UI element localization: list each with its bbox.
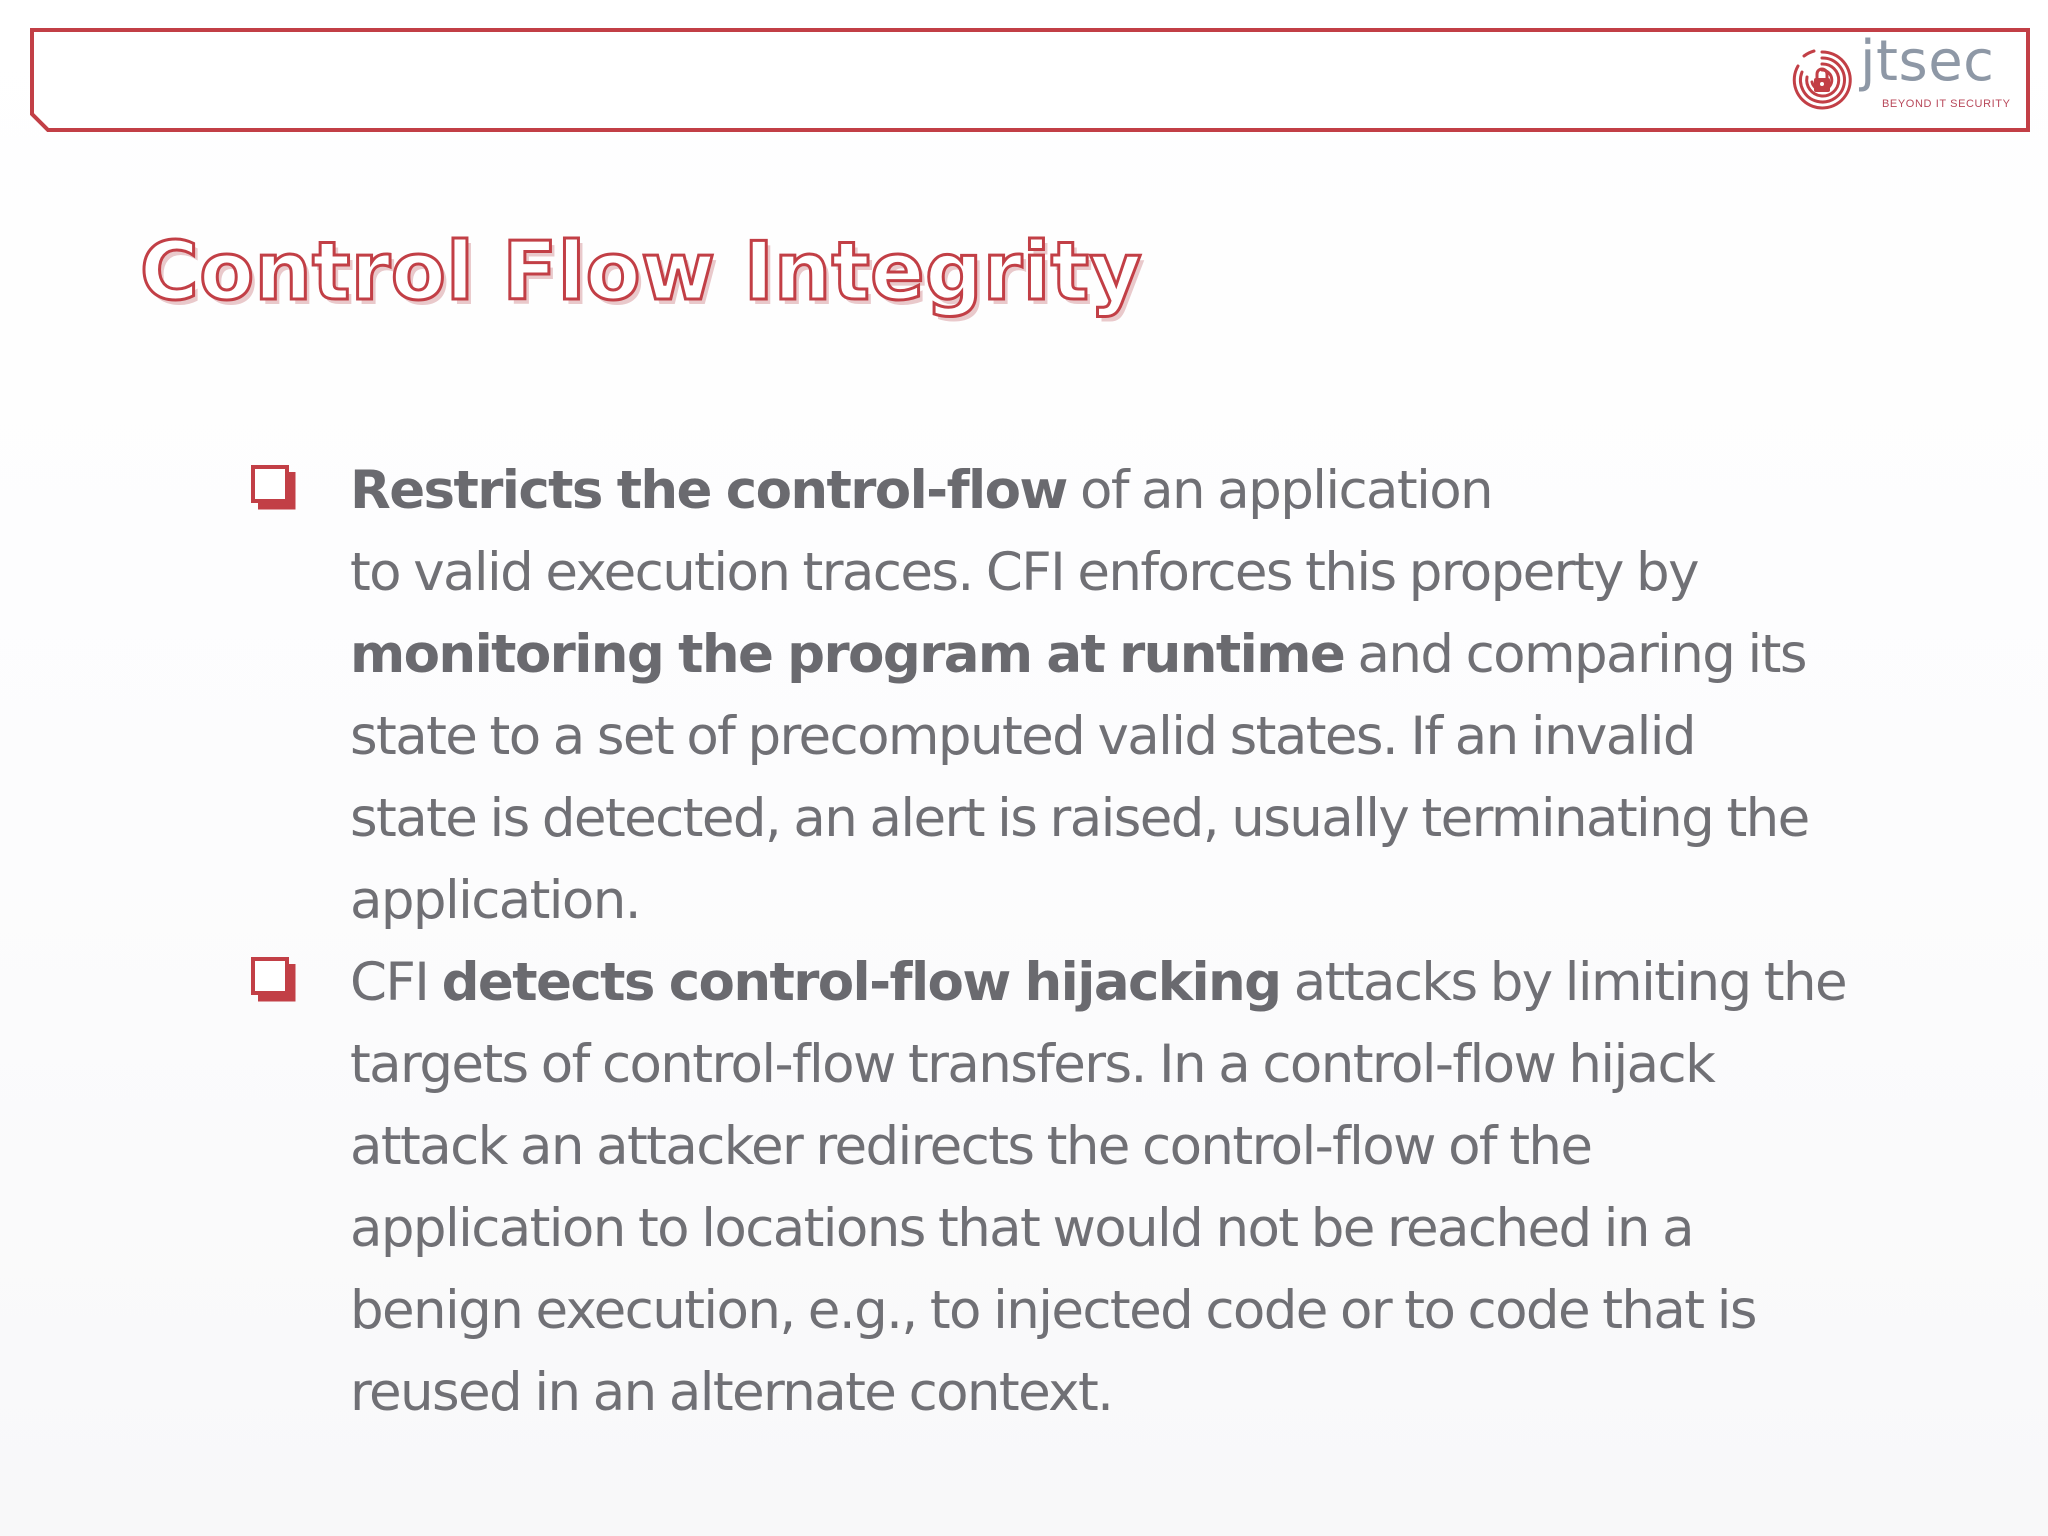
bullet-line <box>350 1352 2030 1434</box>
bullet-line <box>350 450 2030 532</box>
bullet-line <box>350 778 2030 860</box>
header-frame-shape <box>30 28 2030 132</box>
logo-wordmark: jtsec <box>1860 29 1995 94</box>
body-text: targets of control-flow transfers. In a control-flow hijack <box>350 1034 1715 1095</box>
bullet-list <box>250 450 2030 1434</box>
bullet-line <box>350 696 2030 778</box>
bullet-item <box>250 942 2030 1434</box>
body-text: state is detected, an alert is raised, usually terminating the <box>350 788 1809 849</box>
checkbox-icon <box>250 464 296 510</box>
body-text: CFI <box>350 952 442 1013</box>
bullet-line <box>350 1024 2030 1106</box>
slide-title: Control Flow Integrity <box>140 225 1143 318</box>
logo-tagline: BEYOND IT SECURITY <box>1882 98 2011 110</box>
body-text: reused in an alternate context. <box>350 1362 1113 1423</box>
body-text: of an application <box>1066 460 1493 521</box>
body-text: to valid execution traces. CFI enforces this property by <box>350 542 1698 603</box>
body-text: state to a set of precomputed valid states. If an invalid <box>350 706 1695 767</box>
bullet-line <box>350 942 2030 1024</box>
bullet-line <box>350 532 2030 614</box>
checkbox-icon <box>250 956 296 1002</box>
body-text: application to locations that would not be reached in a <box>350 1198 1693 1259</box>
bullet-item <box>250 450 2030 942</box>
bold-text: monitoring the program at runtime <box>350 624 1345 685</box>
bullet-line <box>350 1188 2030 1270</box>
bold-text: Restricts the control-flow <box>350 460 1067 521</box>
body-text: attack an attacker redirects the control-flow of the <box>350 1116 1592 1177</box>
bold-text: detects control-flow hijacking <box>441 952 1281 1013</box>
bullet-line <box>350 614 2030 696</box>
body-text: benign execution, e.g., to injected code or to code that is <box>350 1280 1756 1341</box>
fingerprint-lock-icon <box>1786 44 1858 116</box>
bullet-line <box>350 860 2030 942</box>
body-text: application. <box>350 870 641 931</box>
body-text: attacks by limiting the <box>1280 952 1846 1013</box>
bullet-line <box>350 1270 2030 1352</box>
body-text: and comparing its <box>1344 624 1806 685</box>
header-bar <box>30 28 2030 132</box>
company-logo <box>1786 29 2016 122</box>
bullet-line <box>350 1106 2030 1188</box>
